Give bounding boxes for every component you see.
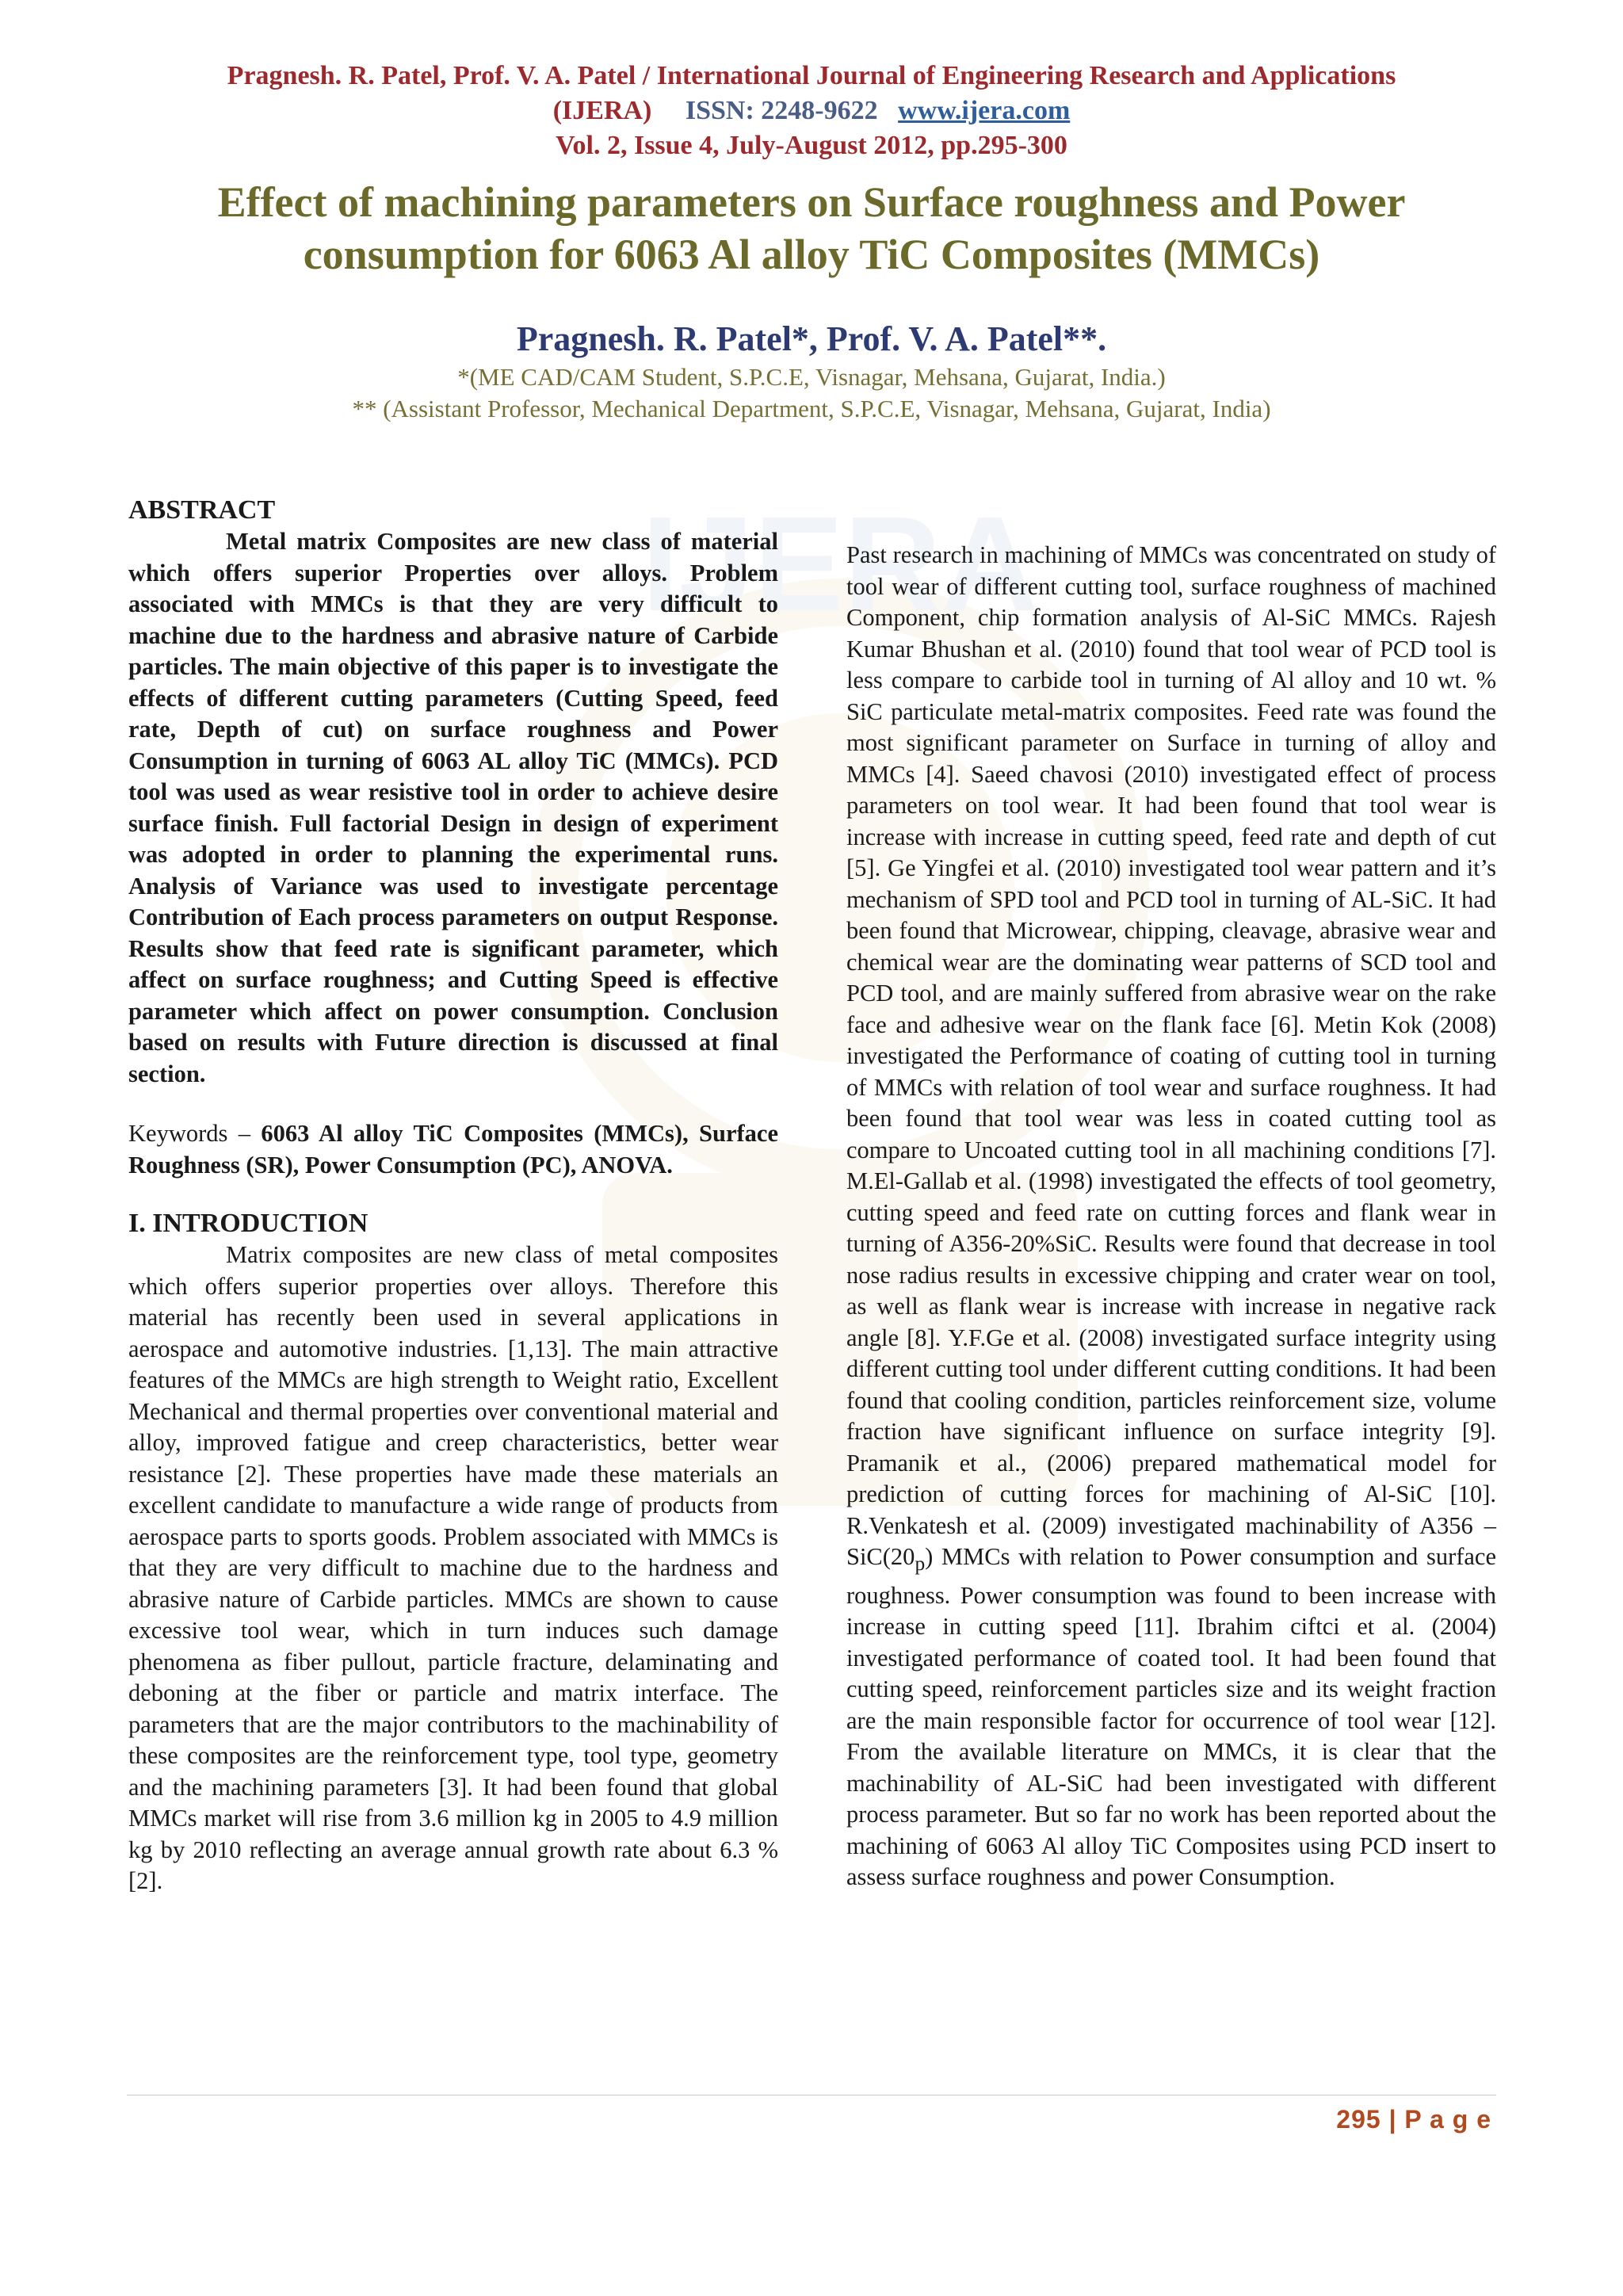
page-number: 295 | P a g e xyxy=(1336,2105,1491,2134)
keywords-label: Keywords – xyxy=(128,1120,250,1147)
header-authors-journal: Pragnesh. R. Patel, Prof. V. A. Patel / International Journal of Engineering Research and Applications xyxy=(227,61,1396,90)
paper-authors: Pragnesh. R. Patel*, Prof. V. A. Patel**. xyxy=(516,319,1107,358)
affiliation-2: ** (Assistant Professor, Mechanical Department, S.P.C.E, Visnagar, Mehsana, Gujarat, India) xyxy=(352,395,1271,422)
abstract-body: Metal matrix Composites are new class of material which offers superior Properties over alloys. Problem associated with MMCs is that they are very difficult to machine due to the hardness and abrasive nature of Carbide particles. The main objective of this paper is to investigate the effects of different cutting parameters (Cutting Speed, feed rate, Depth of cut) on surface roughness and Power Consumption in turning of 6063 AL alloy TiC (MMCs). PCD tool was used as wear resistive tool in order to achieve desire surface finish. Full factorial Design in design of experiment was adopted in order to planning the experimental runs. Analysis of Variance was used to investigate percentage Contribution of Each process parameters on output Response. Results show that feed rate is significant parameter, which affect on surface roughness; and Cutting Speed is effective parameter which affect on power consumption. Conclusion based on results with Future direction is discussed at final section. xyxy=(128,528,778,1087)
paper-title: Effect of machining parameters on Surface roughness and Power consumption for 6063 Al alloy TiC Composites (MMCs) xyxy=(217,178,1406,278)
left-column xyxy=(128,495,778,1897)
literature-review-part1: Past research in machining of MMCs was concentrated on study of tool wear of different cutting tool, surface roughness of machined Component, chip formation analysis of Al-SiC MMCs. Rajesh Kumar Bhushan et al. (2010) found that tool wear of PCD tool is less compare to carbide tool in turning of Al alloy and 10 wt. % SiC particulate metal-matrix composites. Feed rate was found the most significant parameter on Surface in turning of alloy and MMCs [4]. Saeed chavosi (2010) investigated effect of process parameters on tool wear. It had been found that tool wear is increase with increase in cutting speed, feed rate and depth of cut [5]. Ge Yingfei et al. (2010) investigated tool wear pattern and it’s mechanism of SPD tool and PCD tool in turning of AL-SiC. It had been found that Microwear, chipping, cleavage, abrasive wear and chemical wear are the dominating wear patterns of SCD tool and PCD tool, and are mainly suffered from abrasive wear on the rake face and adhesive wear on the flank face [6]. Metin Kok (2008) investigated the Performance of coating of cutting tool in turning of MMCs with relation of tool wear and surface roughness. It had been found that tool wear was less in coated cutting tool as compare to Uncoated cutting tool in all machining conditions [7]. M.El-Gallab et al. (1998) investigated the effects of tool geometry, cutting speed and feed rate on cutting forces and flank wear in turning of A356-20%SiC. Results were found that decrease in tool nose radius results in excessive chipping and crater wear on tool, as well as flank wear is increase with increase in negative rack angle [8]. Y.F.Ge et al. (2008) investigated surface integrity using different cutting tool under different cutting conditions. It had been found that cooling condition, particles reinforcement size, volume fraction have significant influence on surface integrity [9]. Pramanik et al., (2006) prepared mathematical model for prediction of cutting forces for machining of Al-SiC [10]. R.Venkatesh et al. (2009) investigated machinability of A356 –SiC(20 xyxy=(846,541,1496,1570)
running-header xyxy=(79,59,1544,163)
subscript-p: p xyxy=(915,1553,926,1576)
introduction-body: Matrix composites are new class of metal composites which offers superior properties over alloys. Therefore this material has recently been used in several applications in aerospace and automotive industries. [1,13]. The main attractive features of the MMCs are high strength to Weight ratio, Excellent Mechanical and thermal properties over conventional material and alloy, improved fatigue and creep characteristics, better wear resistance [2]. These properties have made these materials an excellent candidate to manufacture a wide range of products from aerospace parts to sports goods. Problem associated with MMCs is that they are very difficult to machine due to the hardness and abrasive nature of Carbide particles. MMCs are shown to cause excessive tool wear, which in turn induces such damage phenomena as fiber pullout, particle fracture, delaminating and deboning at the fiber or particle and matrix interface. The parameters that are the major contributors to the machinability of these composites are the reinforcement type, tool type, geometry and the machining parameters [3]. It had been found that global MMCs market will rise from 3.6 million kg in 2005 to 4.9 million kg by 2010 reflecting an average annual growth rate about 6.3 % [2]. xyxy=(128,1241,778,1894)
header-issn: ISSN: 2248-9622 xyxy=(685,96,878,125)
header-journal-abbr: (IJERA) xyxy=(552,96,652,125)
keywords xyxy=(128,1118,778,1181)
header-journal-link[interactable]: www.ijera.com xyxy=(898,96,1071,125)
affiliation-1: *(ME CAD/CAM Student, S.P.C.E, Visnagar, Mehsana, Gujarat, India.) xyxy=(457,363,1166,391)
abstract-heading: ABSTRACT xyxy=(128,495,276,525)
keywords-terms: 6063 Al alloy TiC Composites (MMCs), Surface Roughness (SR), Power Consumption (PC), ANOVA. xyxy=(128,1120,779,1179)
header-journal-line xyxy=(79,94,1544,128)
literature-review-part2: ) MMCs with relation to Power consumption and surface roughness. Power consumption was found to been increase with increase in cutting speed [11]. Ibrahim ciftci et al. (2004) investigated performance of coated tool. It had been found that cutting speed, reinforcement particles size and its weight fraction are the main responsible factor for occurrence of tool wear [12]. From the available literature on MMCs, it is clear that the machinability of AL-SiC had been investigated with different process parameter. But so far no work has been reported about the machining of 6063 Al alloy TiC Composites using PCD insert to assess surface roughness and power Consumption. xyxy=(846,1543,1496,1891)
watermark-text: IJERA xyxy=(641,489,1039,640)
literature-review-body xyxy=(846,540,1496,1893)
right-column xyxy=(846,540,1496,1893)
introduction-heading: I. INTRODUCTION xyxy=(128,1209,369,1238)
header-volume-issue: Vol. 2, Issue 4, July-August 2012, pp.295-300 xyxy=(556,131,1067,160)
